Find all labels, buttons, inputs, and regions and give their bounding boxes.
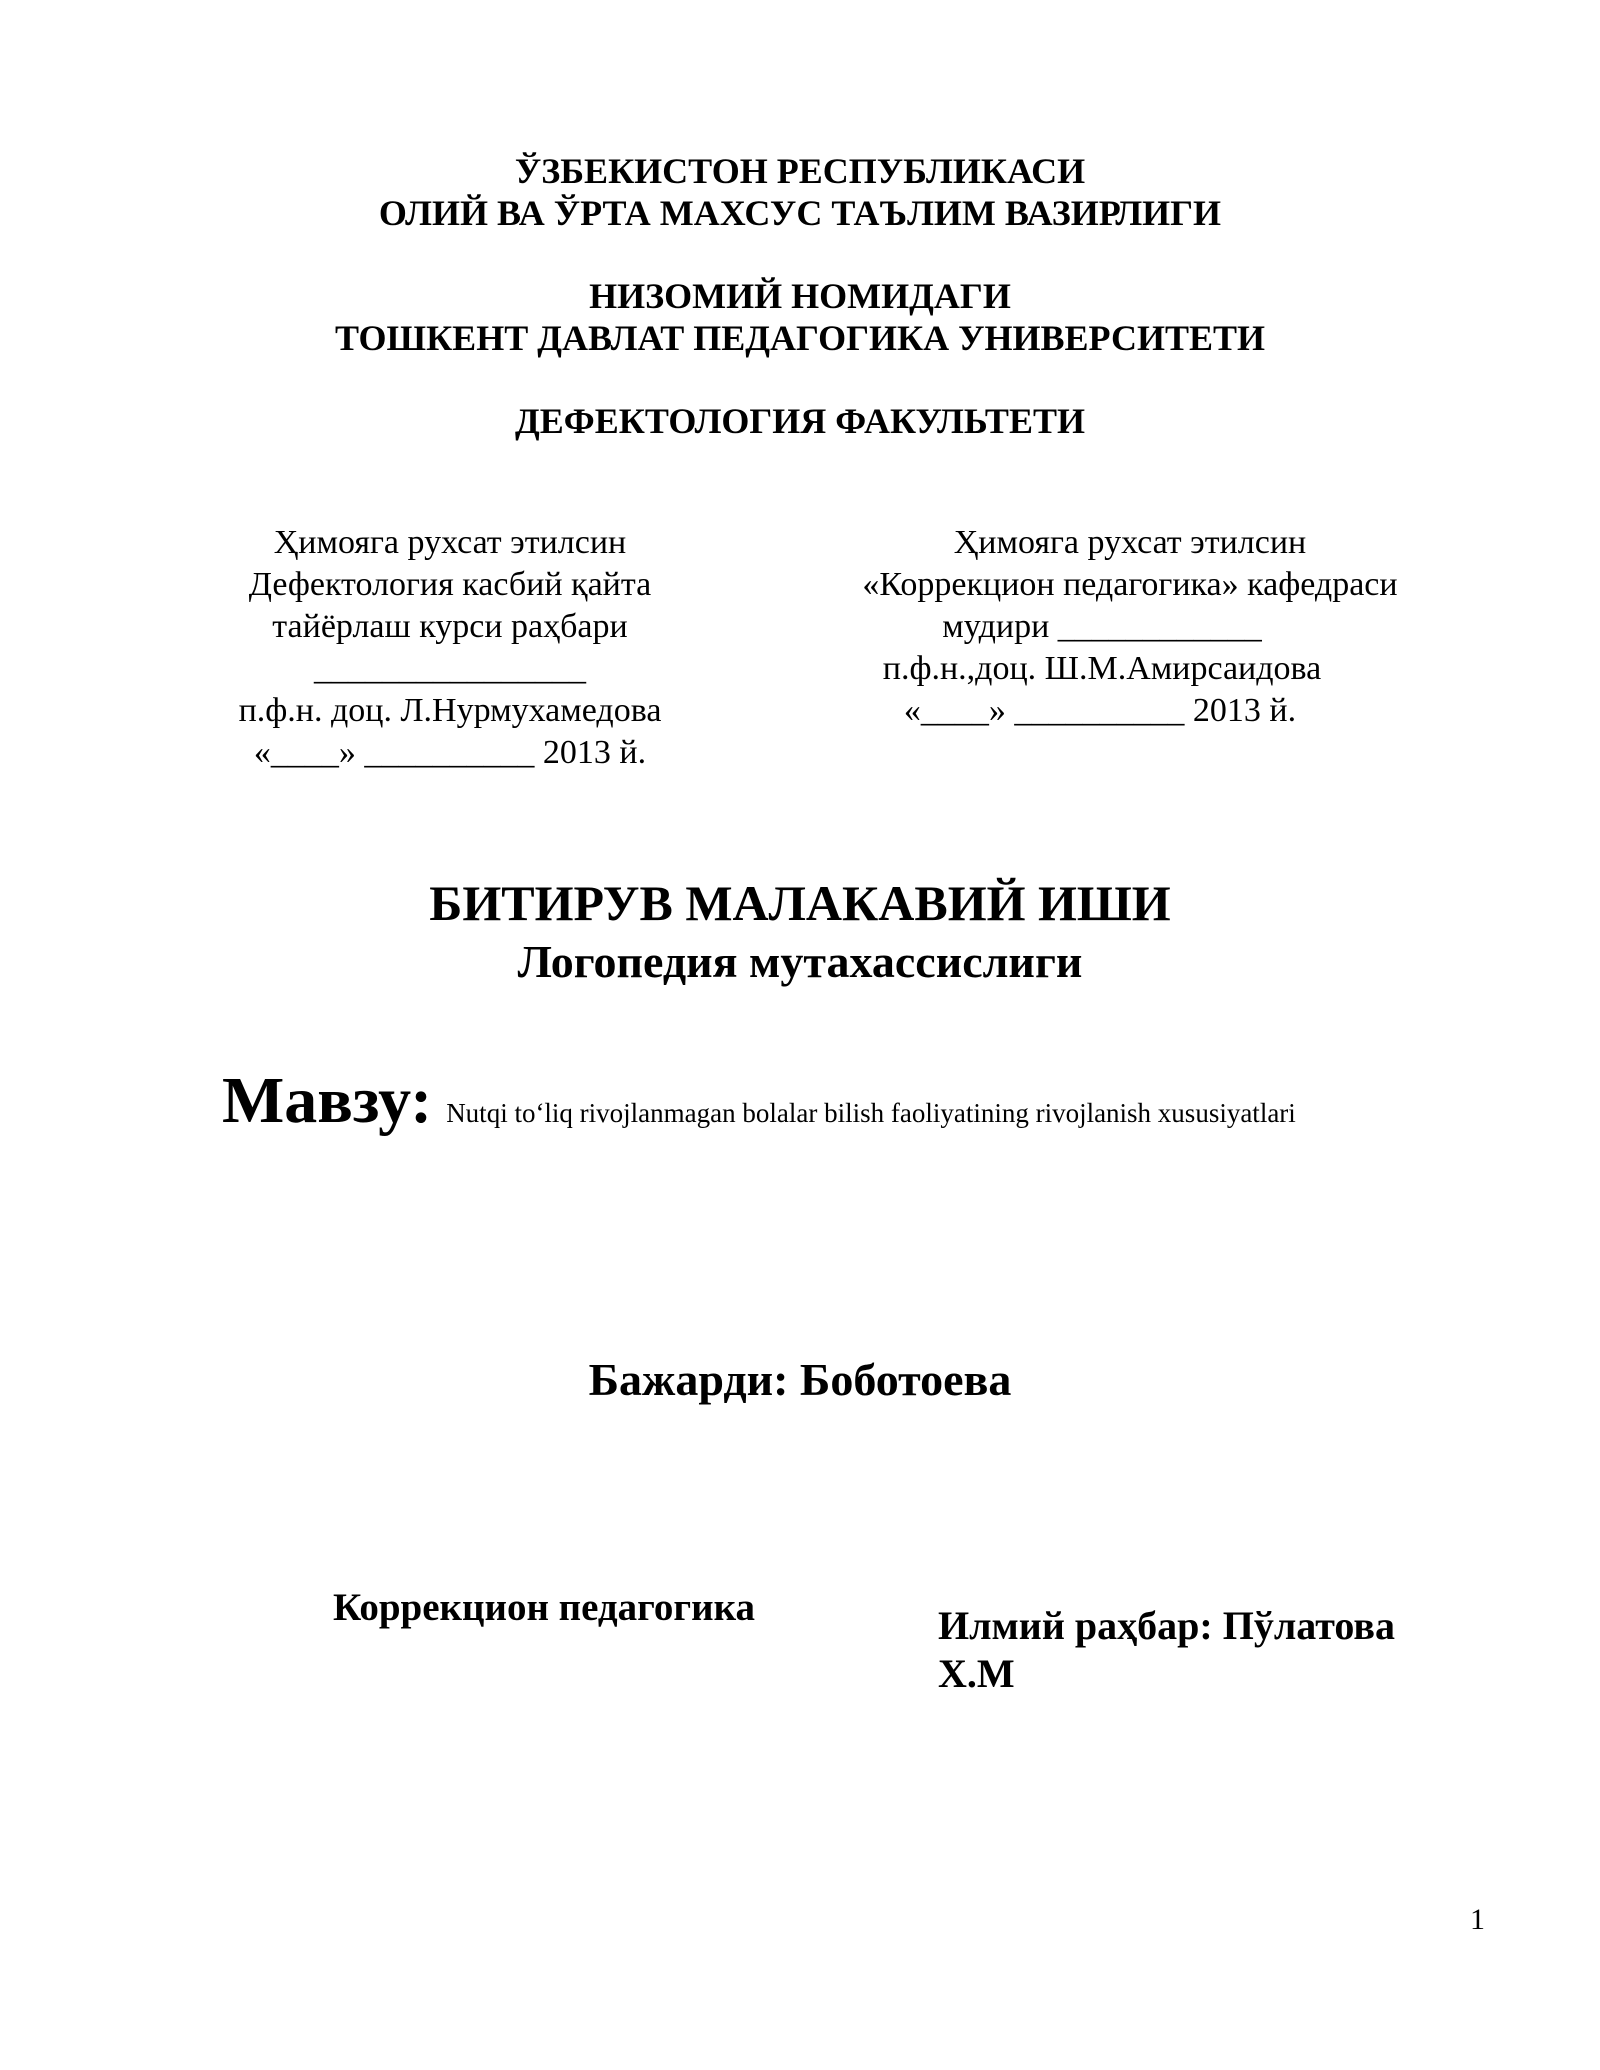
university-line-1: НИЗОМИЙ НОМИДАГИ (589, 276, 1011, 316)
topic-label: Мавзу: (222, 1064, 433, 1137)
approval-left-line-3: тайёрлаш курси раҳбари (272, 608, 628, 645)
university-line-2: ТОШКЕНТ ДАВЛАТ ПЕДАГОГИКА УНИВЕРСИТЕТИ (335, 318, 1265, 358)
approval-left-date: «____» __________ 2013 й. (253, 734, 647, 771)
approval-left-signatory: п.ф.н. доц. Л.Нурмухамедова (238, 692, 662, 729)
topic-row (222, 1065, 1296, 1137)
ministry-line-2: ОЛИЙ ВА ЎРТА МАХСУС ТАЪЛИМ ВАЗИРЛИГИ (378, 193, 1222, 233)
approval-right-line-2: «Коррекцион педагогика» кафедраси (862, 566, 1398, 603)
specialty-title: Логопедия мутахассислиги (517, 936, 1083, 987)
approval-left-line-2: Дефектология касбий қайта (248, 566, 652, 603)
approval-right-date: «____» __________ 2013 й. (903, 692, 1297, 729)
performer-line: Бажарди: Боботоева (588, 1354, 1012, 1405)
department-name: Коррекцион педагогика (333, 1586, 755, 1629)
approval-left-signature-line: ________________ (314, 650, 586, 687)
page-number: 1 (1470, 1903, 1485, 1936)
supervisor-line-2: Х.М (938, 1651, 1015, 1696)
thesis-title: БИТИРУВ МАЛАКАВИЙ ИШИ (429, 875, 1171, 931)
approval-left-line-1: Ҳимояга рухсат этилсин (273, 524, 627, 561)
approval-right-line-3: мудири ____________ (942, 608, 1262, 645)
supervisor-line-1: Илмий раҳбар: Пўлатова (938, 1603, 1395, 1648)
approval-left-block (215, 522, 685, 774)
supervisor-block (938, 1602, 1395, 1698)
approval-right-line-1: Ҳимояга рухсат этилсин (953, 524, 1307, 561)
ministry-line-1: ЎЗБЕКИСТОН РЕСПУБЛИКАСИ (514, 151, 1086, 191)
approval-right-signatory: п.ф.н.,доц. Ш.М.Амирсаидова (882, 650, 1322, 687)
faculty-name: ДЕФЕКТОЛОГИЯ ФАКУЛЬТЕТИ (515, 401, 1085, 441)
approval-right-block (850, 522, 1410, 732)
topic-text: Nutqi toʻliq rivojlanmagan bolalar bilish faoliyatining rivojlanish xususiyatlari (446, 1098, 1296, 1128)
